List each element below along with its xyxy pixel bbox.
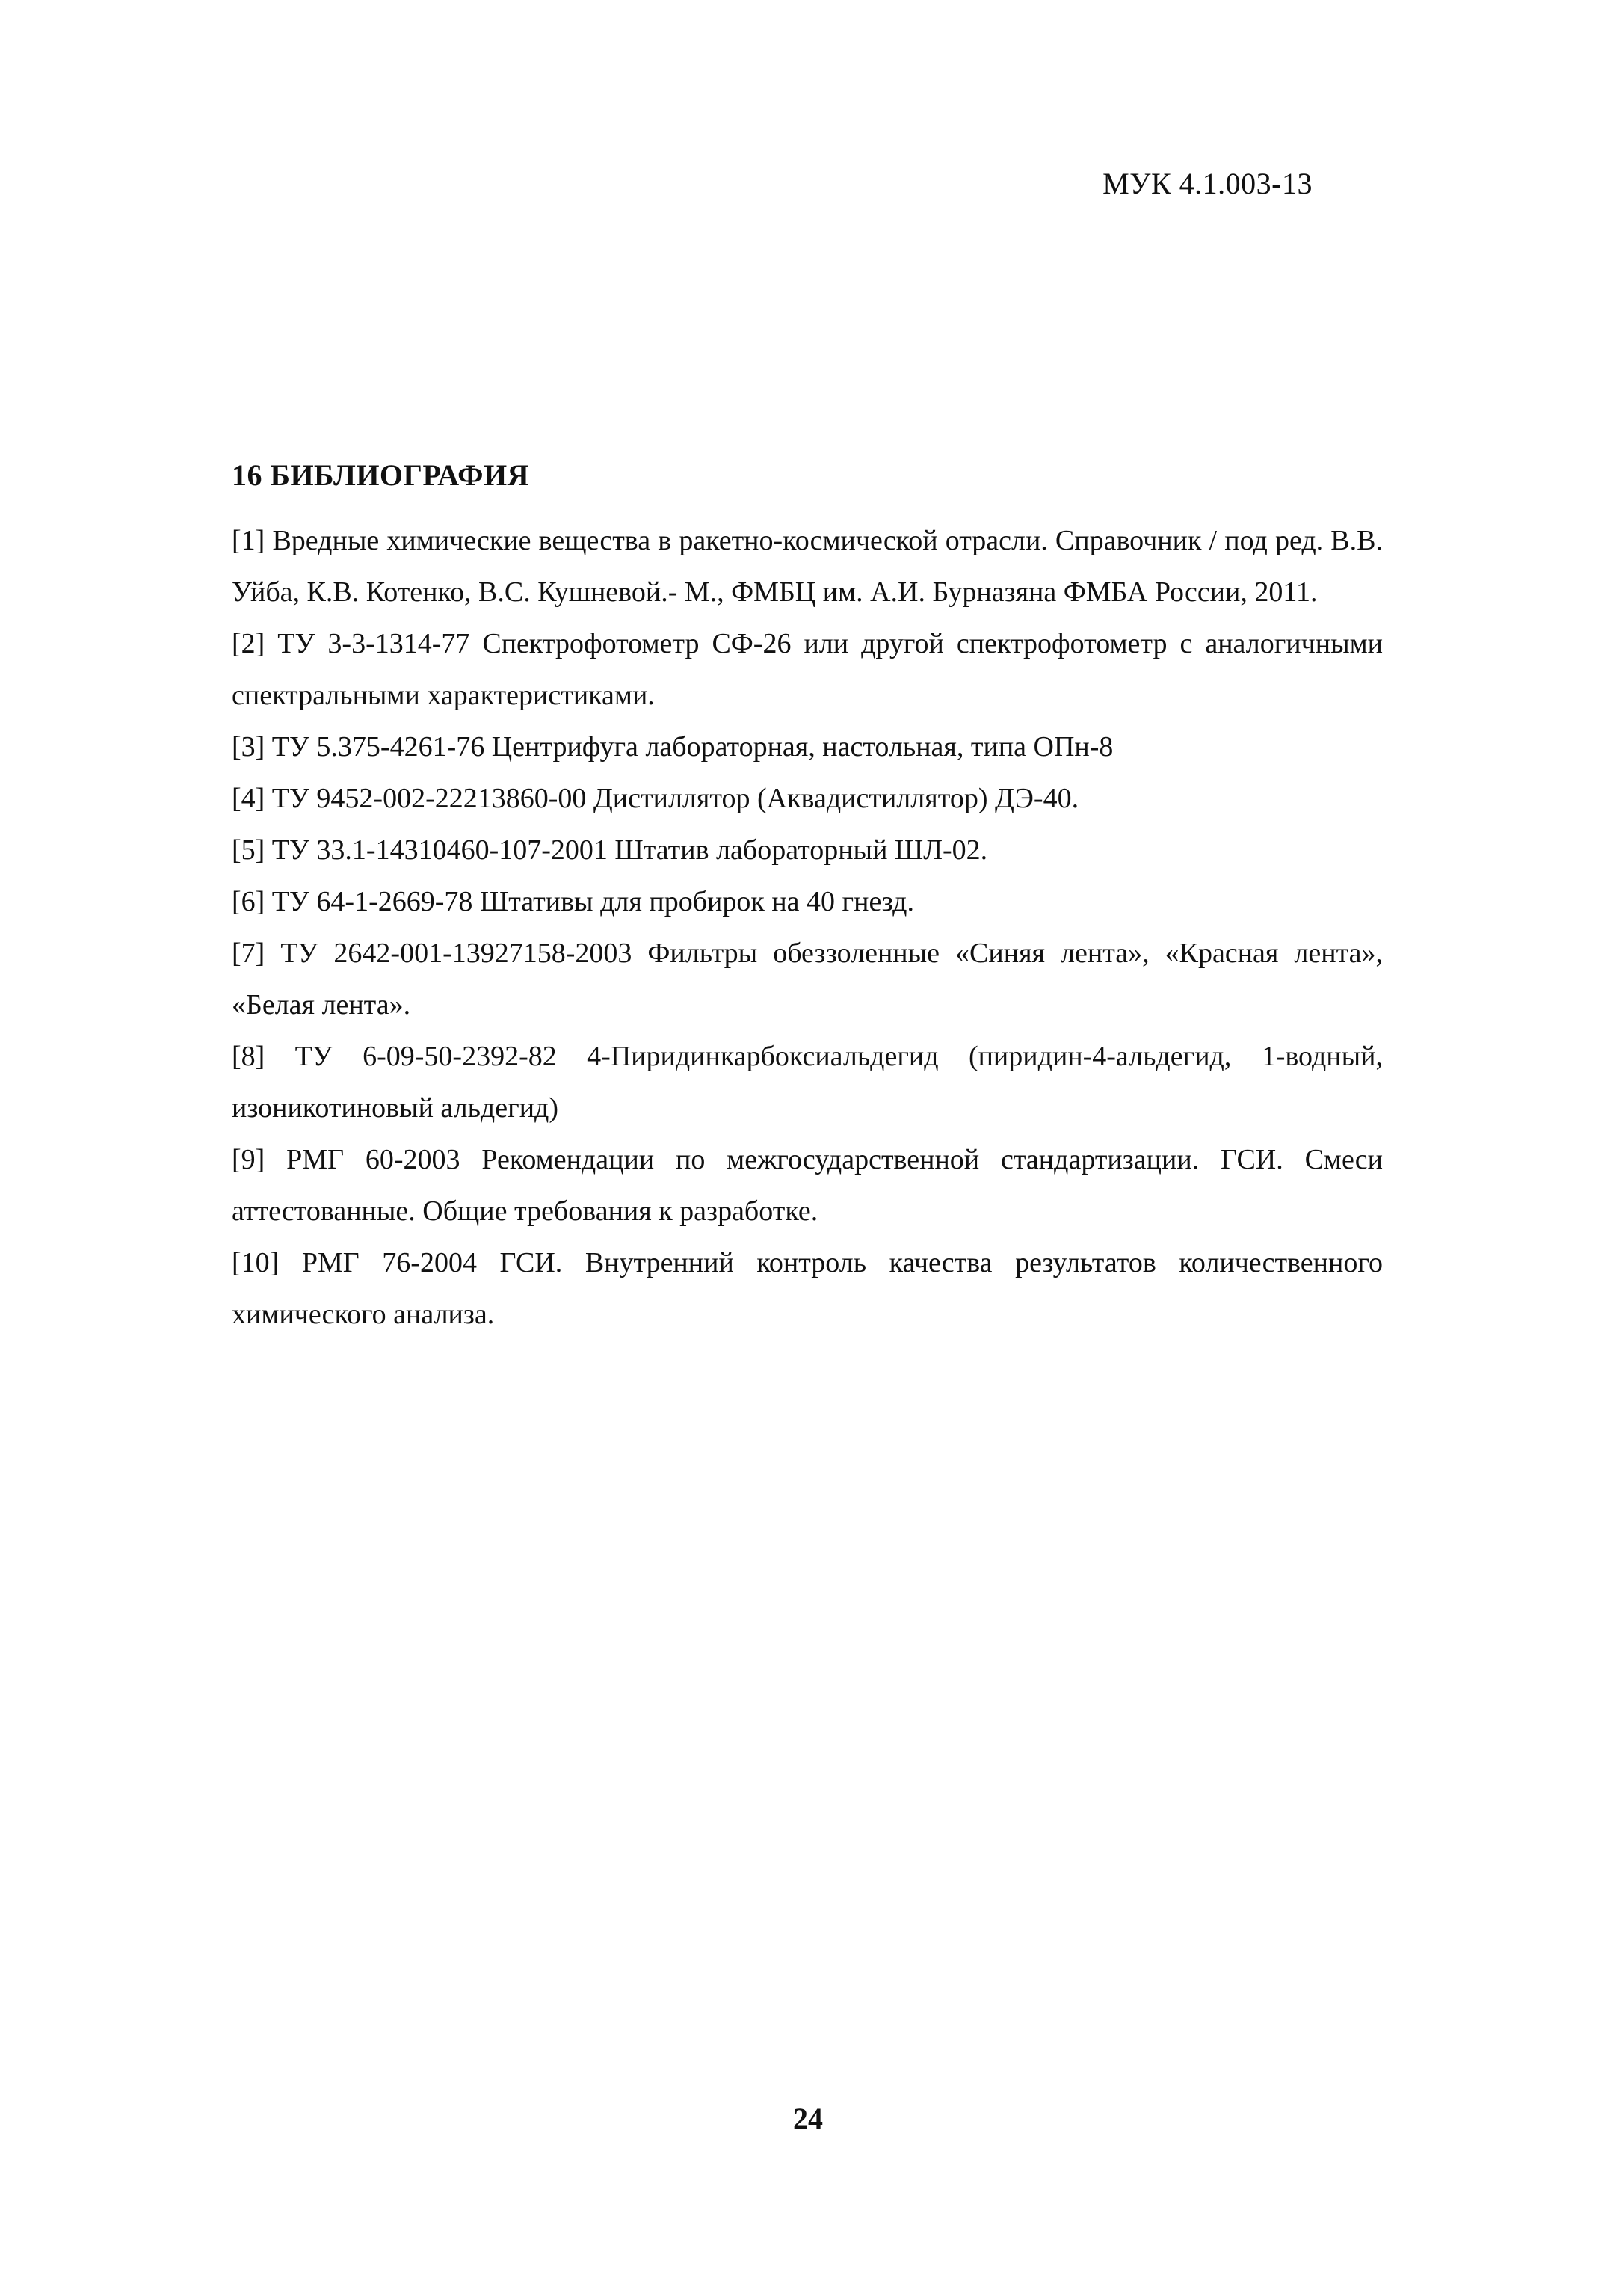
reference-item: [3] ТУ 5.375-4261-76 Центрифуга лабораторная, настольная, типа ОПн-8 bbox=[232, 731, 1114, 763]
reference-item: [10] РМГ 76-2004 ГСИ. Внутренний контроль качества результатов количественного химического анализа. bbox=[232, 1247, 1383, 1330]
reference-item: [2] ТУ 3-3-1314-77 Спектрофотометр СФ-26 или другой спектрофотометр с аналогичными спектральными характеристиками. bbox=[232, 628, 1383, 711]
reference-item: [5] ТУ 33.1-14310460-107-2001 Штатив лабораторный ШЛ-02. bbox=[232, 834, 988, 866]
page-number: 24 bbox=[793, 2102, 823, 2135]
reference-item: [8] ТУ 6-09-50-2392-82 4-Пиридинкарбоксиальдегид (пиридин-4-альдегид, 1-водный, изоникотиновый альдегид) bbox=[232, 1041, 1383, 1124]
reference-item: [6] ТУ 64-1-2669-78 Штативы для пробирок на 40 гнезд. bbox=[232, 886, 914, 917]
reference-list bbox=[232, 515, 1383, 1341]
bibliography-section bbox=[232, 458, 1383, 1341]
section-title: 16 БИБЛИОГРАФИЯ bbox=[232, 458, 530, 492]
reference-item: [7] ТУ 2642-001-13927158-2003 Фильтры обеззоленные «Синяя лента», «Красная лента», «Белая лента». bbox=[232, 938, 1383, 1021]
document-code: МУК 4.1.003-13 bbox=[1102, 167, 1313, 200]
reference-item: [9] РМГ 60-2003 Рекомендации по межгосударственной стандартизации. ГСИ. Смеси аттестованные. Общие требования к разработке. bbox=[232, 1144, 1383, 1227]
reference-item: [1] Вредные химические вещества в ракетно-космической отрасли. Справочник / под ред. В.В. Уйба, К.В. Котенко, В.С. Кушневой.- М., ФМБЦ им. А.И. Бурназяна ФМБА России, 2011. bbox=[232, 525, 1383, 608]
reference-item: [4] ТУ 9452-002-22213860-00 Дистиллятор (Аквадистиллятор) ДЭ-40. bbox=[232, 783, 1079, 814]
